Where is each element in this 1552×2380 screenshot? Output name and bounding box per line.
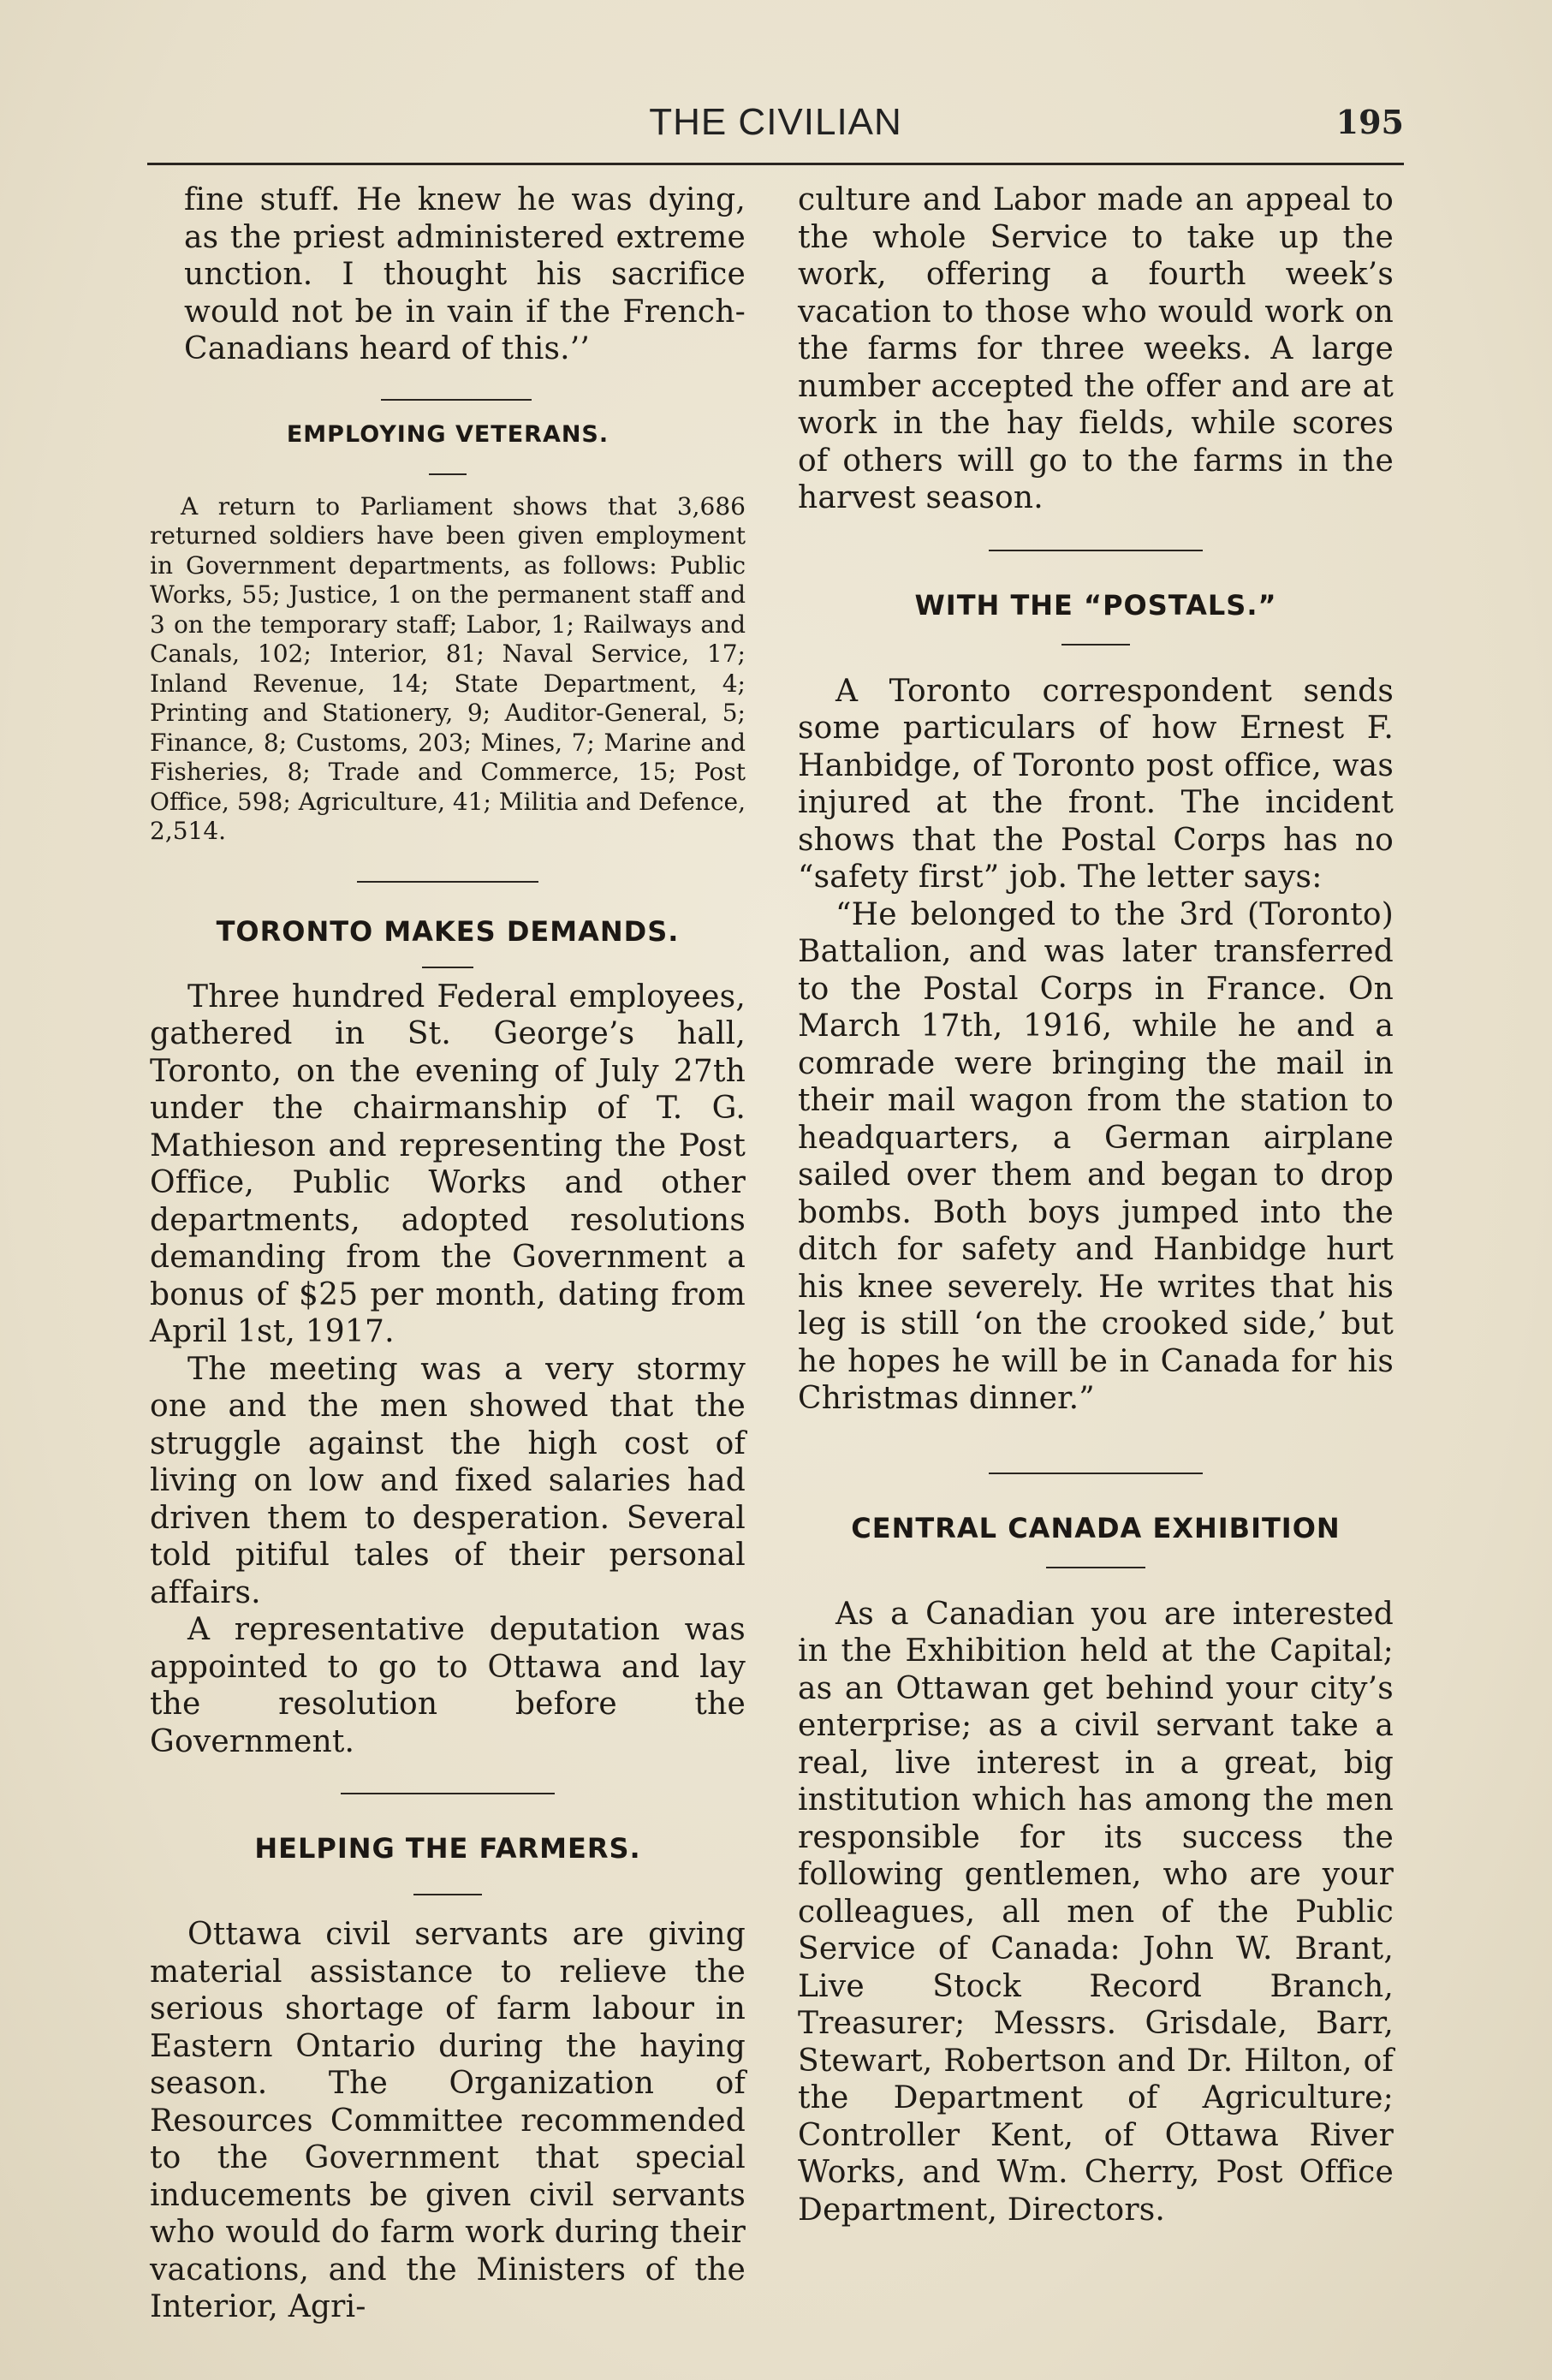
section-heading-postals: WITH THE “POSTALS.” (914, 588, 1277, 622)
right-column (798, 181, 1394, 2228)
heading-rule (413, 1894, 482, 1895)
heading-rule (422, 967, 473, 968)
page-number: 195 (1335, 103, 1404, 141)
section-divider (381, 399, 532, 401)
heading-rule (1046, 1567, 1145, 1568)
header-rule (147, 163, 1404, 165)
postals-paragraph-1: A Toronto correspondent sends some particulars of how Ernest F. Hanbidge, of Toronto post office, was injured at the front. The incident shows that the Postal Corps has no “safety first” job. The letter says: (798, 673, 1394, 895)
section-heading-farmers: HELPING THE FARMERS. (254, 1832, 641, 1865)
section-divider (989, 550, 1203, 551)
toronto-paragraph-3: A representative deputation was appointed to go to Ottawa and lay the resolution before the Government. (150, 1612, 746, 1759)
publication-title: THE CIVILIAN (649, 101, 902, 143)
section-divider (341, 1793, 555, 1794)
section-heading-toronto: TORONTO MAKES DEMANDS. (216, 914, 680, 948)
toronto-paragraph-1: Three hundred Federal employees, gathered in St. George’s hall, Toronto, on the evening of July 27th under the chairmanship of T. G. Mathieson and representing the Post Office, Public Works and other departments, adopted resolutions demanding from the Government a bonus of $25 per month, dating from April 1st, 1917. (150, 979, 746, 1349)
section-heading-exhibition: CENTRAL CANADA EXHIBITION (851, 1511, 1341, 1544)
continued-paragraph: fine stuff. He knew he was dying, as the priest administered extreme unction. I thought his sacrifice would not be in vain if the French-Canadians heard of this.’’ (184, 182, 746, 366)
page-header (147, 94, 1404, 151)
farmers-continued-paragraph: culture and Labor made an appeal to the whole Service to take up the work, offering a fourth week’s vacation to those who would work on the farms for three weeks. A large number accepted the offer and are at work in the hay fields, while scores of others will go to the farms in the harvest season. (798, 182, 1394, 515)
left-column (150, 181, 746, 2326)
section-divider (357, 881, 538, 883)
section-divider (989, 1473, 1203, 1474)
postals-paragraph-2: “He belonged to the 3rd (Toronto) Battalion, and was later transferred to the Postal Corps in France. On March 17th, 1916, while he and a comrade were bringing the mail in their mail wagon from the station to headquarters, a German airplane sailed over them and began to drop bombs. Both boys jumped into the ditch for safety and Hanbidge hurt his knee severely. He writes that his leg is still ‘on the crooked side,’ but he hopes he will be in Canada for his Christmas dinner.” (798, 896, 1394, 1416)
heading-rule (429, 473, 467, 475)
veterans-paragraph: A return to Parliament shows that 3,686 returned soldiers have been given employment in Government departments, as follows: Public Works, 55; Justice, 1 on the permanent staff and 3 on the temporary staff; Labor, 1; Railways and Canals, 102; Interior, 81; Naval Service, 17; Inland Revenue, 14; State Department, 4; Printing and Stationery, 9; Auditor-General, 5; Finance, 8; Customs, 203; Mines, 7; Marine and Fisheries, 8; Trade and Commerce, 15; Post Office, 598; Agriculture, 41; Militia and Defence, 2,514. (150, 491, 746, 845)
heading-rule (1061, 644, 1130, 646)
exhibition-paragraph: As a Canadian you are interested in the Exhibition held at the Capital; as an Ottawan get behind your city’s enterprise; as a civil servant take a real, live interest in a great, big institution which has among the men responsible for its success the following gentlemen, who are your colleagues, all men of the Public Service of Canada: John W. Brant, Live Stock Record Branch, Treasurer; Messrs. Grisdale, Barr, Stewart, Robertson and Dr. Hilton, of the Department of Agriculture; Controller Kent, of Ottawa River Works, and Wm. Cherry, Post Office Department, Directors. (798, 1596, 1394, 2228)
toronto-paragraph-2: The meeting was a very stormy one and the men showed that the struggle against the high cost of living on low and fixed salaries had driven them to desperation. Several told pitiful tales of their personal affairs. (150, 1351, 746, 1610)
farmers-paragraph: Ottawa civil servants are giving material assistance to relieve the serious shortage of farm labour in Eastern Ontario during the haying season. The Organization of Resources Committee recommended to the Government that special inducements be given civil servants who would do farm work during their vacations, and the Ministers of the Interior, Agri- (150, 1917, 746, 2324)
section-heading-veterans: EMPLOYING VETERANS. (286, 420, 610, 448)
